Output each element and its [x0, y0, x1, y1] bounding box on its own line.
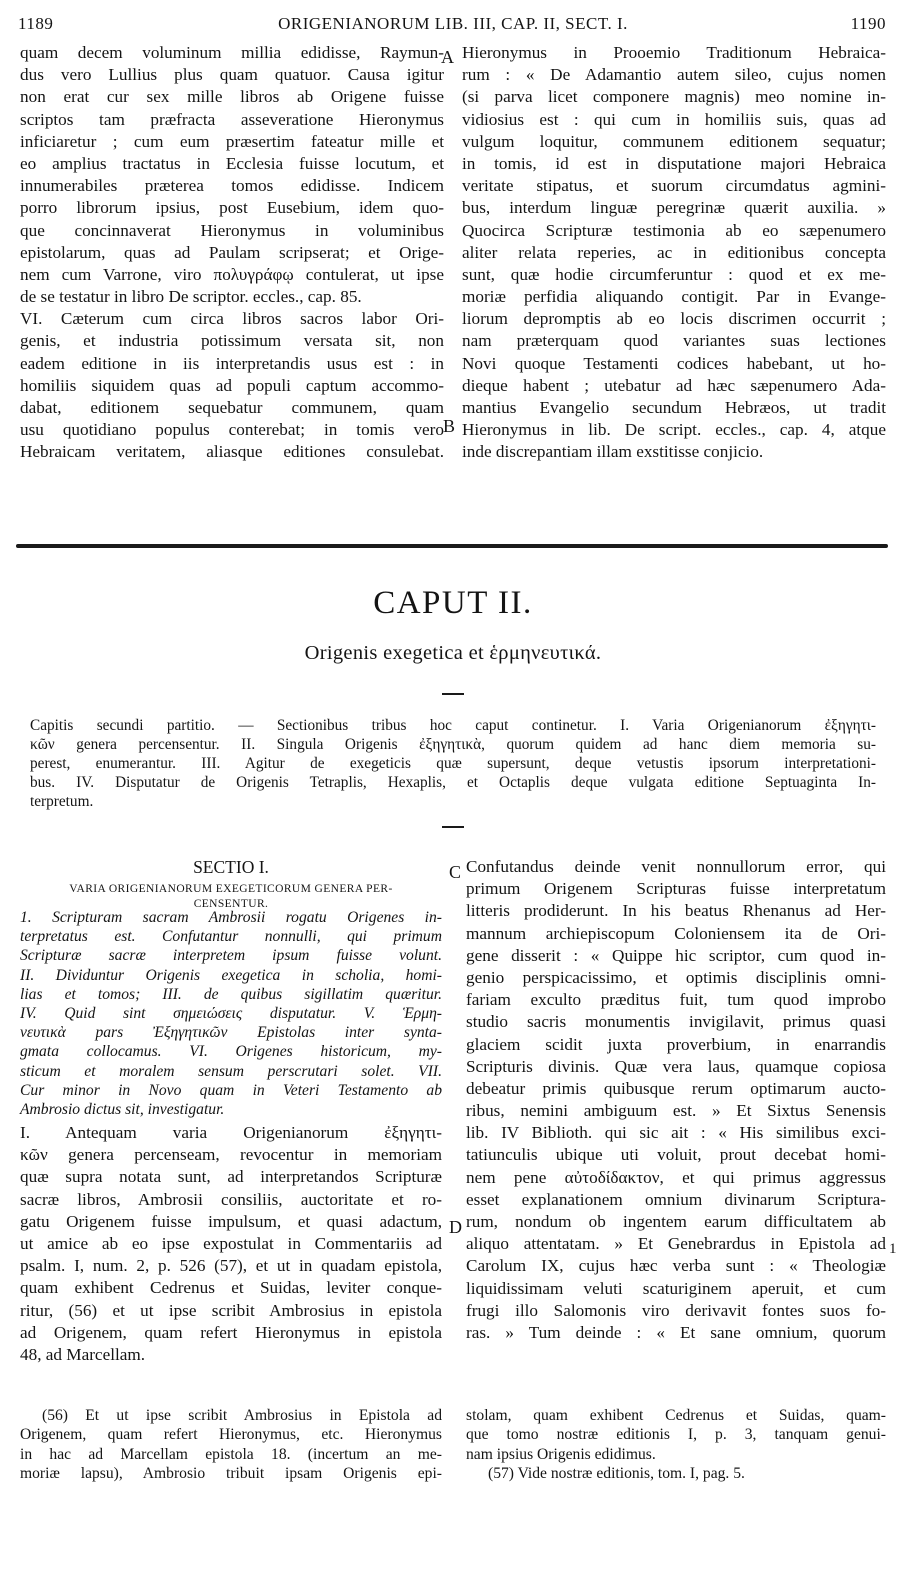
running-title: ORIGENIANORUM LIB. III, CAP. II, SECT. I.	[278, 14, 628, 33]
section-title: SECTIO I.	[193, 857, 269, 877]
heading-dash	[442, 693, 464, 695]
margin-marker-d: D	[449, 1217, 462, 1237]
margin-marker-b: B	[443, 416, 456, 436]
section-subtitle-1: VARIA ORIGENIANORUM EXEGETICORUM GENERA PER-	[69, 883, 393, 895]
section-rule	[16, 544, 888, 548]
footnote-right: stolam, quam exhibent Cedrenus et Suidas, quam- que tomo nostræ editionis I, p. 3, tanquam genui- nam ipsius Origenis edidimus. (57) Vide nostræ editionis, tom. I, pag. 5.	[466, 1407, 886, 1482]
margin-marker-a: A	[441, 47, 454, 67]
margin-marker-e: 1	[889, 1241, 897, 1257]
page-number-left: 1189	[18, 14, 54, 33]
bottom-left-column	[20, 856, 442, 1366]
page-number-right: 1190	[850, 14, 886, 33]
section-body-left: I. Antequam varia Origenianorum ἐξηγητι- κῶν genera percenseam, revocentur in memoriam quæ supra notata sunt, ad interpretandos Scripturæ sacræ libros, Ambrosii consiliis, auctoritate et ro- gatu Origenem fuisse impulsum, et quasi adactum, ut amice ab eo ipse expostulat in Commentariis ad psalm. I, num. 2, p. 526 (57), et ut in quadam epistola, quam exhibent Cedrenus et Suidas, leviter conque- ritur, (56) et ut ipse scribit Ambrosius in epistola ad Origenem, quam refert Hieronymus in epistola 48, ad Marcellam.	[20, 1123, 442, 1364]
margin-marker-c: C	[449, 862, 462, 882]
top-right-column: Hieronymus in Prooemio Traditionum Hebraica- rum : « De Adamantio autem sileo, cujus nomen (si parva licet componere magnis) meo nomine in- vidiosius est : qui cum in homiliis suis, quas ad vulgum loquitur, communem editionem sequatur; in tomis, id est in disputatione majori Hebraica veritate stipatus, et suorum circumdatus agmini- bus, interdum linguæ peregrinæ quærit auxilia. » Quocirca Scripturæ testimonia ab eo sæpenumero aliter relata reperies, ac in editionibus concepta sunt, quæ hodie circumferuntur : quod et ex me- moriæ perfidia aliquando contigit. Par in Evange- liorum depromptis ab eo locis discrimen occurrit ; nam præterquam quod variantes suas lectiones Novi quoque Testamenti codices habebant, ut ho- dieque habent ; utebatur ad hæc sæpenumero Ada- mantius Evangelio secundum Hebræos, ut tradit Hieronymus in lib. De script. eccles., cap. 4, atque inde discrepantiam illam exstitisse conjicio.	[462, 43, 886, 462]
partition-dash	[442, 826, 464, 828]
section-summary: 1. Scripturam sacram Ambrosii rogatu Origenes in- terpretatus est. Confutantur nonnulli, qui primum Scripturæ sacræ interpretem ipsum fuisse volunt. II. Dividuntur Origenis exegetica in scholia, homi- lias et tomos; III. de quibus sigillatim quæritur. IV. Quid sint σημειώσεις disputatur. V. Ἑρμη- νευτικὰ pars Ἐξηγητικῶν Epistolas inter synta- gmata collocamus. VI. Origenes historicum, my- sticum et moralem sensum perscrutari solet. VII. Cur minor in Novo quam in Veteri Testamento ab Ambrosio dictus sit, investigatur.	[20, 909, 442, 1118]
bottom-right-column: Confutandus deinde venit nonnullorum error, qui primum Origenem Scripturas fuisse interpretatum litteris prodiderunt. In his beatus Rhenanus ad Her- mannum archiepiscopum Coloniensem ita de Ori- gene disserit : « Quippe hic scriptor, cum quod in- genio perspicacissimo, et optimis disciplinis omni- fariam exculto præditus fuit, tum quod improbo studio sacris monumentis invigilavit, primus quasi glaciem scidit juxta proverbium, in enarrandis Scripturis divinis. Quæ vera laus, quamque copiosa debeatur primis quibusque rerum optimarum aucto- ribus, nemini ambiguum est. » Et Sixtus Senensis lib. IV Biblioth. qui sic ait : « His similibus exci- tatiunculis ubique uti voluit, prout decebat homi- nem pene αὐτοδίδακτον, et qui primus aggressus esset explanationem omnium divinarum Scriptura- rum, nondum ob ingentem earum difficultatem ab aliquo attentatam. » Et Genebrardus in Epistola ad Carolum IX, cujus hæc verba sunt : « Theologiæ liquidissimam veluti scaturiginem aperuit, et cum frugi illo Salomonis viro derivavit fontes suos fo- ras. » Tum deinde : « Et sane omnium, quorum	[466, 857, 886, 1342]
caput-title: CAPUT II.	[373, 585, 533, 621]
top-left-column: quam decem voluminum millia edidisse, Raymun- dus vero Lullius plus quam quatuor. Causa igitur non erat cur sex mille libros ab Origene fuisse scriptos tam præfracta asseveratione Hieronymus inficiaretur ; cum eum præsertim fateatur mille et eo amplius tractatus in Ecclesia fuisse locutum, et innumerabiles præterea tomos edidisse. Indicem porro librorum ipsius, post Eusebium, idem quo- que concinnaverat Hieronymus in voluminibus epistolarum, quas ad Paulam scripserat; et Orige- nem cum Varrone, viro πολυγράφῳ contulerat, ut ipse de se testatur in libro De scriptor. eccles., cap. 85. VI. Cæterum cum circa libros sacros labor Ori- genis, et industria potissimum versata sit, non eadem editione in iis interpretandis usus est : in homiliis siquidem quas ad populi captum accommo- dabat, editionem sequebatur communem, quam usu quotidiano populus conterebat; in tomis vero Hebraicam veritatem, aliasque editiones consulebat.	[20, 43, 444, 462]
chapter-partition: Capitis secundi partitio. — Sectionibus tribus hoc caput continetur. I. Varia Origenianorum ἐξηγητι- κῶν genera percensentur. II. Singula Origenis ἐξηγητικὰ, quorum quidem ad hanc diem memoria su- perest, enumerantur. III. Agitur de exegeticis quæ supersunt, deque vetustis ipsorum interpretationi- bus. IV. Disputatur de Origenis Tetraplis, Hexaplis, et Octaplis deque vulgata editione Septuaginta In- terpretum.	[30, 717, 876, 810]
footnote-left: (56) Et ut ipse scribit Ambrosius in Epistola ad Origenem, quam refert Hieronymus, etc. Hieronymus in hac ad Marcellam epistola 18. (incertum an me- moriæ lapsu), Ambrosio tribuit ipsam Origenis epi-	[20, 1407, 442, 1482]
caput-subtitle: Origenis exegetica et ἑρμηνευτικά.	[304, 642, 602, 664]
section-subtitle-2: CENSENTUR.	[193, 898, 269, 910]
